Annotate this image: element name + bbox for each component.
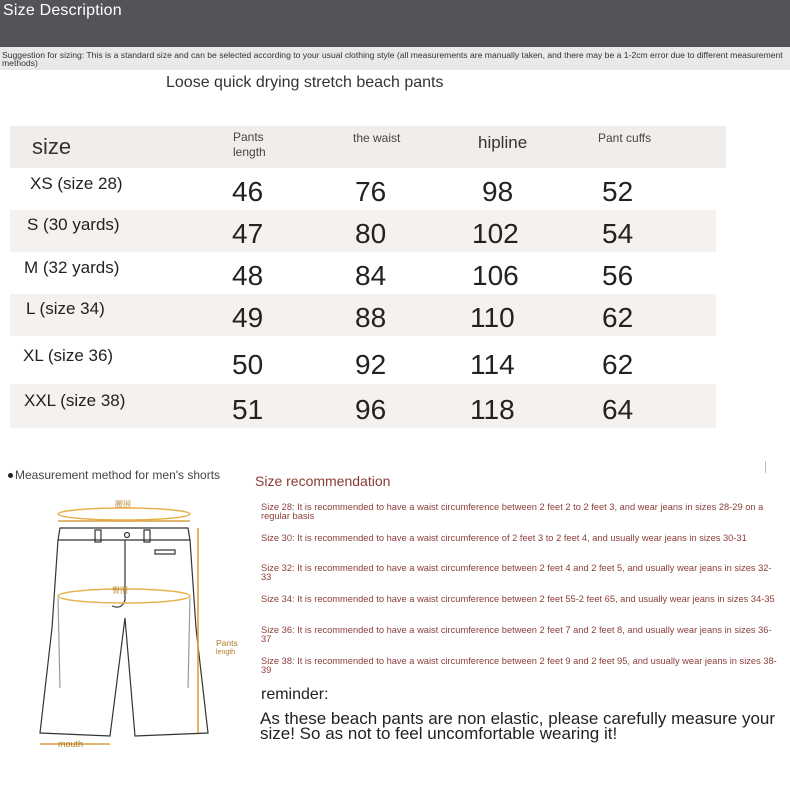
header-size: size bbox=[32, 134, 72, 159]
hip-label: 臀围 bbox=[112, 586, 128, 595]
header-hipline: hipline bbox=[478, 133, 528, 152]
row-waist: 80 bbox=[355, 218, 387, 249]
row-size: XL (size 36) bbox=[23, 346, 114, 365]
row-hipline: 110 bbox=[470, 302, 515, 333]
table-row bbox=[10, 252, 716, 294]
header-pants-length bbox=[233, 130, 266, 160]
table-row bbox=[10, 294, 716, 336]
row-hipline: 102 bbox=[472, 218, 519, 249]
row-length: 46 bbox=[232, 176, 264, 207]
row-waist: 88 bbox=[355, 302, 387, 333]
row-size: S (30 yards) bbox=[27, 215, 120, 234]
row-hipline: 106 bbox=[472, 260, 519, 291]
row-length: 49 bbox=[232, 302, 264, 333]
header-bar bbox=[0, 0, 790, 47]
measurement-title-text: Measurement method for men's shorts bbox=[15, 468, 221, 482]
measurement-title bbox=[8, 468, 220, 482]
row-cuffs: 64 bbox=[602, 394, 634, 425]
row-length: 51 bbox=[232, 394, 264, 425]
waist-label: 腰围 bbox=[115, 500, 131, 509]
row-cuffs: 52 bbox=[602, 176, 634, 207]
recommendation-item: Size 36: It is recommended to have a waist circumference between 2 feet 7 and 2 feet 8, and usually wear jeans in sizes 36-37 bbox=[261, 625, 772, 644]
mouth-label: mouth bbox=[58, 739, 84, 749]
product-title: Loose quick drying stretch beach pants bbox=[166, 74, 444, 91]
bullet-icon bbox=[8, 473, 13, 478]
length-label-2: length bbox=[216, 649, 236, 656]
row-waist: 92 bbox=[355, 349, 387, 380]
suggestion-bar bbox=[0, 47, 790, 70]
recommendation-item: Size 32: It is recommended to have a waist circumference between 2 feet 4 and 2 feet 5, and usually wear jeans in sizes 32-33 bbox=[261, 563, 772, 582]
row-size: XXL (size 38) bbox=[24, 391, 126, 410]
suggestion-text: Suggestion for sizing: This is a standard size and can be selected according to your usual clothing style (all measurements are manually taken, and there may be a 1-2cm error due to different measurement methods) bbox=[2, 50, 783, 68]
table-row bbox=[10, 384, 716, 428]
table-row bbox=[10, 210, 716, 252]
row-size: XS (size 28) bbox=[30, 174, 123, 193]
shorts-drawing bbox=[0, 488, 255, 758]
header-pants-length-line2: length bbox=[233, 145, 266, 159]
size-table bbox=[10, 126, 716, 428]
reminder-text: As these beach pants are non elastic, please carefully measure your size! So as not to feel uncomfortable wearing it! bbox=[260, 709, 776, 743]
row-hipline: 118 bbox=[470, 394, 515, 425]
row-waist: 96 bbox=[355, 394, 387, 425]
row-cuffs: 54 bbox=[602, 218, 634, 249]
row-size: L (size 34) bbox=[26, 299, 105, 318]
table-row bbox=[10, 336, 716, 384]
page-title: Size Description bbox=[3, 2, 122, 19]
header-pants-length-line1: Pants bbox=[233, 130, 264, 144]
row-waist: 84 bbox=[355, 260, 387, 291]
recommendation-item: Size 30: It is recommended to have a waist circumference of 2 feet 3 to 2 feet 4, and usually wear jeans in sizes 30-31 bbox=[261, 533, 747, 543]
row-cuffs: 62 bbox=[602, 302, 634, 333]
divider bbox=[765, 461, 766, 473]
row-size: M (32 yards) bbox=[24, 258, 120, 277]
header-waist: the waist bbox=[353, 131, 401, 145]
shorts-diagram bbox=[0, 488, 255, 758]
recommendation-item: Size 34: It is recommended to have a waist circumference between 2 feet 55-2 feet 65, and usually wear jeans in sizes 34-35 bbox=[261, 594, 775, 604]
row-hipline: 114 bbox=[470, 349, 515, 380]
recommendation-item: Size 28: It is recommended to have a waist circumference between 2 feet 2 to 2 feet 3, and wear jeans in sizes 28-29 on a regular basis bbox=[261, 502, 764, 521]
length-label-1: Pants bbox=[216, 638, 238, 648]
recommendation-title: Size recommendation bbox=[255, 473, 391, 489]
row-cuffs: 62 bbox=[602, 349, 634, 380]
row-length: 48 bbox=[232, 260, 264, 291]
row-cuffs: 56 bbox=[602, 260, 634, 291]
reminder-title: reminder: bbox=[261, 686, 329, 703]
row-length: 50 bbox=[232, 349, 264, 380]
recommendation-item: Size 38: It is recommended to have a waist circumference between 2 feet 9 and 2 feet 95, and usually wear jeans in sizes 38-39 bbox=[261, 656, 777, 675]
row-length: 47 bbox=[232, 218, 264, 249]
table-header-row bbox=[10, 126, 726, 168]
row-waist: 76 bbox=[355, 176, 387, 207]
table-row bbox=[10, 168, 716, 210]
header-pant-cuffs: Pant cuffs bbox=[598, 131, 652, 145]
row-hipline: 98 bbox=[482, 176, 514, 207]
